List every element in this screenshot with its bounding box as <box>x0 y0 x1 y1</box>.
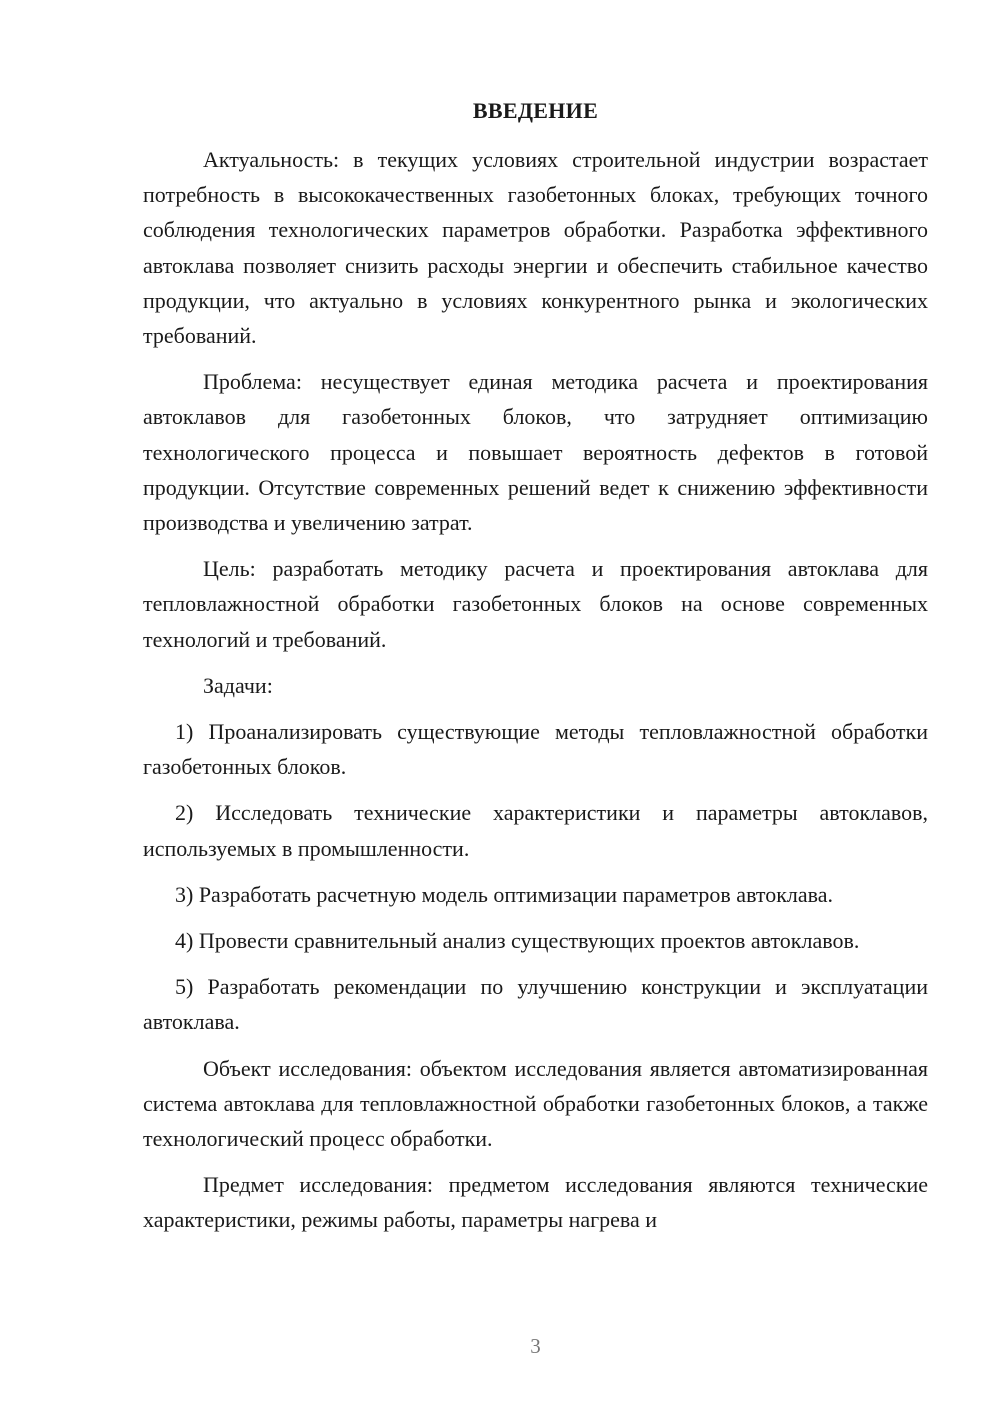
tasks-label: Задачи: <box>203 672 273 698</box>
document-body <box>143 142 928 1249</box>
task-item-4: 4) Провести сравнительный анализ существующих проектов автоклавов. <box>175 928 860 954</box>
paragraph-goal: Цель: разработать методику расчета и проектирования автоклава для тепловлажностной обработки газобетонных блоков на основе современных технологий и требований. <box>143 556 928 652</box>
page-number: 3 <box>530 1334 541 1358</box>
task-item-1: 1) Проанализировать существующие методы тепловлажностной обработки газобетонных блоков. <box>143 719 928 780</box>
paragraph-relevance: Актуальность: в текущих условиях строительной индустрии возрастает потребность в высококачественных газобетонных блоках, требующих точного соблюдения технологических параметров обработки. Разработка эффективного автоклава позволяет снизить расходы энергии и обеспечить стабильное качество продукции, что актуально в условиях конкурентного рынка и экологических требований. <box>143 147 928 349</box>
paragraph-problem: Проблема: несуществует единая методика расчета и проектирования автоклавов для газобетонных блоков, что затрудняет оптимизацию технологического процесса и повышает вероятность дефектов в готовой продукции. Отсутствие современных решений ведет к снижению эффективности производства и увеличению затрат. <box>143 369 928 536</box>
document-page <box>143 0 928 1414</box>
paragraph-subject: Предмет исследования: предметом исследования являются технические характеристики, режимы работы, параметры нагрева и <box>143 1172 928 1233</box>
page-title: ВВЕДЕНИЕ <box>472 98 599 123</box>
paragraph-object: Объект исследования: объектом исследования является автоматизированная система автоклава для тепловлажностной обработки газобетонных блоков, а также технологический процесс обработки. <box>143 1055 928 1152</box>
task-item-5: 5) Разработать рекомендации по улучшению конструкции и эксплуатации автоклава. <box>143 974 928 1035</box>
task-item-3: 3) Разработать расчетную модель оптимизации параметров автоклава. <box>175 881 834 907</box>
task-item-2: 2) Исследовать технические характеристики и параметры автоклавов, используемых в промышленности. <box>143 800 928 861</box>
